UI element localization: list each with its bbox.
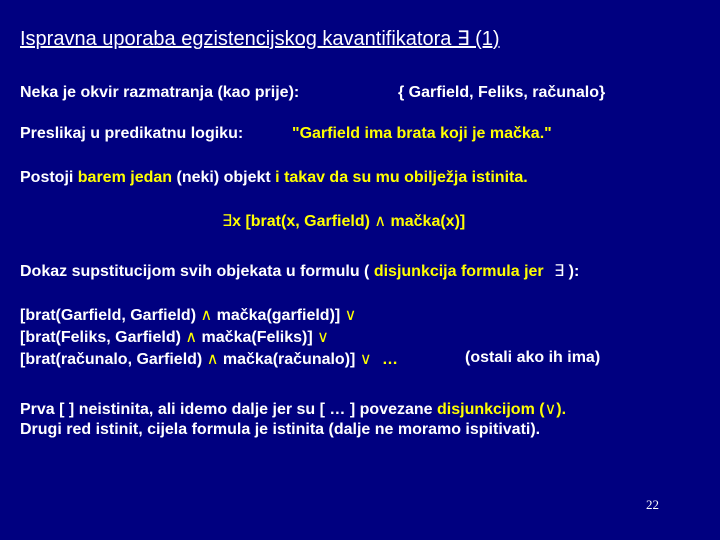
domain-label: Neka je okvir razmatranja (kao prije): xyxy=(20,84,300,101)
exists-symbol: ∃ xyxy=(554,261,565,280)
and-symbol: ∧ xyxy=(374,211,387,230)
others-note: (ostali ako ih ima) xyxy=(465,349,601,366)
or-symbol: ∨ xyxy=(544,399,557,418)
translate-label: Preslikaj u predikatnu logiku: xyxy=(20,125,244,142)
formula-text-2: mačka(x)] xyxy=(386,213,466,230)
formula xyxy=(222,211,465,231)
meaning-highlight-1: barem jedan xyxy=(77,169,173,186)
meaning-text-1: Postoji xyxy=(20,169,78,186)
slide-title: Ispravna uporaba egzistencijskog kavantifikatora ∃ (1) xyxy=(20,28,500,50)
meaning-text-2: (neki) objekt xyxy=(172,169,276,186)
subst-text: mačka(računalo)] xyxy=(218,351,360,368)
proof-text-1: Dokaz supstitucijom svih objekata u formulu ( xyxy=(20,263,374,280)
meaning-line xyxy=(20,169,528,187)
subst-text: [brat(Garfield, Garfield) xyxy=(20,307,201,324)
page-number: 22 xyxy=(646,497,659,512)
proof-line xyxy=(20,261,579,281)
subst-text: mačka(garfield)] xyxy=(212,307,345,324)
conclusion-paren: ). xyxy=(556,401,567,418)
conclusion-text: Prva [ ] neistinita, ali idemo dalje jer su [ … ] povezane xyxy=(20,401,437,418)
subst-text: [brat(Feliks, Garfield) xyxy=(20,329,186,346)
and-symbol: ∧ xyxy=(185,327,198,346)
or-symbol: ∨ xyxy=(317,327,329,346)
conclusion-line-1 xyxy=(20,399,566,419)
domain-set: { Garfield, Feliks, računalo} xyxy=(398,84,606,101)
substitution-row xyxy=(20,327,329,347)
conclusion-highlight: disjunkcijom xyxy=(437,401,535,418)
conclusion-line-2: Drugi red istinit, cijela formula je istinita (dalje ne moramo ispitivati). xyxy=(20,421,541,438)
sentence-quote: "Garfield ima brata koji je mačka." xyxy=(292,125,552,142)
exists-symbol: ∃ xyxy=(222,211,233,230)
formula-text-1: x [brat(x, Garfield) xyxy=(232,213,375,230)
or-symbol: ∨ xyxy=(344,305,357,324)
or-symbol: ∨ xyxy=(359,349,372,368)
conclusion-paren: ( xyxy=(534,401,545,418)
and-symbol: ∧ xyxy=(206,349,219,368)
subst-text: [brat(računalo, Garfield) xyxy=(20,351,207,368)
and-symbol: ∧ xyxy=(200,305,213,324)
proof-highlight: disjunkcija formula jer xyxy=(373,263,544,280)
substitution-row xyxy=(20,305,356,325)
ellipsis: … xyxy=(381,351,398,368)
subst-text: mačka(Feliks)] xyxy=(197,329,318,346)
proof-text-2: ): xyxy=(564,263,580,280)
substitution-row xyxy=(20,349,398,369)
meaning-highlight-2: i takav da su mu obilježja istinita. xyxy=(275,169,528,186)
